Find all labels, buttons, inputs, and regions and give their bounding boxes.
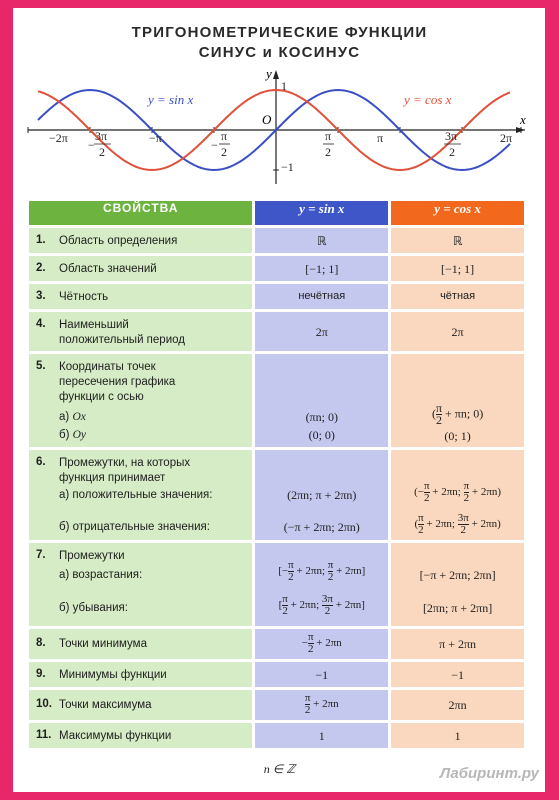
cos-value: 2π bbox=[451, 325, 464, 339]
svg-text:π: π bbox=[221, 129, 228, 143]
table-row bbox=[29, 690, 524, 720]
cos-value-b: ( $\frac{\pi}{2}$ + 2πn; $\frac{3\pi}{2}$ + 2πn) bbox=[414, 512, 501, 536]
row-label: Чётность bbox=[59, 291, 109, 303]
row-label: Точки минимума bbox=[59, 638, 147, 650]
poster-title: ТРИГОНОМЕТРИЧЕСКИЕ ФУНКЦИИ bbox=[131, 24, 428, 41]
poster-subtitle: СИНУС и КОСИНУС bbox=[198, 44, 361, 61]
table-row bbox=[29, 543, 524, 626]
tick-pi: π bbox=[377, 131, 384, 145]
row-label-line1: Координаты точек bbox=[59, 361, 156, 373]
cos-value: −1 bbox=[451, 668, 464, 682]
row-label-line1: Наименьший bbox=[59, 319, 129, 331]
sin-legend-label: y = sin x bbox=[148, 92, 194, 107]
sub-label-a: а) возрастания: bbox=[59, 569, 143, 581]
svg-text:3π: 3π bbox=[445, 129, 458, 143]
cos-value: π + 2πn bbox=[439, 637, 477, 651]
tick-pi2 bbox=[323, 129, 334, 159]
row-number: 2. bbox=[36, 262, 46, 274]
svg-text:−: − bbox=[88, 138, 95, 152]
cos-value: [−1; 1] bbox=[441, 262, 475, 276]
row-number: 6. bbox=[36, 456, 46, 468]
cos-value: чётная bbox=[440, 290, 476, 302]
tick-neg2pi: −2π bbox=[49, 131, 68, 145]
cos-value: 2πn bbox=[448, 698, 467, 712]
row-label: Точки максимума bbox=[59, 699, 152, 711]
watermark-logo: Лабиринт.ру bbox=[439, 765, 539, 782]
table-row bbox=[29, 450, 524, 540]
row-number: 7. bbox=[36, 549, 46, 561]
sin-value: 1 bbox=[318, 729, 325, 743]
row-number: 9. bbox=[36, 668, 46, 680]
sin-value: ℝ bbox=[317, 234, 327, 248]
row-label-line3: функции с осью bbox=[59, 391, 144, 403]
table-row bbox=[29, 662, 524, 687]
row-label: Область определения bbox=[59, 235, 178, 247]
table-row bbox=[29, 312, 524, 351]
row-number: 10. bbox=[36, 698, 52, 710]
properties-table bbox=[26, 198, 527, 751]
sin-value: нечётная bbox=[298, 290, 346, 302]
row-label-line2: положительный период bbox=[59, 334, 185, 346]
sin-value: $\frac{\pi}{2}$ + 2πn bbox=[304, 692, 339, 716]
row-number: 8. bbox=[36, 637, 46, 649]
table-header bbox=[29, 201, 524, 225]
row-number: 5. bbox=[36, 360, 46, 372]
header-properties: СВОЙСТВА bbox=[29, 201, 252, 225]
tick-2pi: 2π bbox=[500, 131, 513, 145]
y-one-label: 1 bbox=[281, 79, 287, 93]
header-sin: y = sin x bbox=[255, 201, 388, 225]
header-cos: y = cos x bbox=[391, 201, 524, 225]
sin-value: 2π bbox=[315, 325, 328, 339]
sub-label-b: б) Oy bbox=[59, 429, 87, 441]
sub-label-a: а) положительные значения: bbox=[59, 489, 213, 501]
cos-value-a: [−π + 2πn; 2πn] bbox=[419, 568, 496, 582]
row-number: 3. bbox=[36, 290, 46, 302]
svg-text:2: 2 bbox=[325, 145, 331, 159]
tick-negpi2 bbox=[211, 129, 230, 159]
table-row bbox=[29, 629, 524, 659]
svg-text:−: − bbox=[211, 138, 218, 152]
svg-text:2: 2 bbox=[221, 145, 227, 159]
cos-legend-label: y = cos x bbox=[404, 92, 452, 107]
origin-label: O bbox=[262, 112, 272, 127]
sin-value-a: [− $\frac{\pi}{2}$ + 2πn; $\frac{\pi}{2}$ + 2πn] bbox=[278, 559, 366, 583]
y-axis-label: y bbox=[266, 66, 272, 81]
sin-value-b: [ $\frac{\pi}{2}$ + 2πn; $\frac{3\pi}{2}$ + 2πn] bbox=[278, 593, 365, 617]
row-number: 4. bbox=[36, 318, 46, 330]
cos-value-b: (0; 1) bbox=[444, 429, 471, 443]
footer-note: n ∈ ℤ bbox=[263, 762, 296, 776]
sin-cos-graph bbox=[0, 62, 559, 192]
row-label-line1: Промежутки, на которых bbox=[59, 457, 191, 469]
sin-value-a: (πn; 0) bbox=[305, 410, 338, 424]
table-row bbox=[29, 256, 524, 281]
y-minus-one-label: −1 bbox=[281, 160, 294, 174]
sin-value: −1 bbox=[315, 668, 329, 682]
row-label: Область значений bbox=[59, 263, 157, 275]
svg-text:π: π bbox=[325, 129, 332, 143]
y-axis-arrow-icon bbox=[273, 70, 279, 79]
sub-label-b: б) отрицательные значения: bbox=[59, 521, 210, 533]
svg-text:2: 2 bbox=[99, 145, 105, 159]
table-row bbox=[29, 354, 524, 447]
row-label-line2: функция принимает bbox=[59, 472, 166, 484]
row-number: 1. bbox=[36, 234, 46, 246]
row-label: Максимумы функции bbox=[59, 730, 172, 742]
table-row bbox=[29, 228, 524, 253]
table-row bbox=[29, 284, 524, 309]
sub-label-b: б) убывания: bbox=[59, 602, 128, 614]
cos-value-a: (− $\frac{\pi}{2}$ + 2πn; $\frac{\pi}{2}$ + 2πn) bbox=[414, 480, 502, 504]
sin-value-a: (2πn; π + 2πn) bbox=[287, 488, 357, 502]
row-label-line1: Промежутки bbox=[59, 550, 125, 562]
x-axis-label: x bbox=[520, 112, 526, 127]
tick-neg3pi2 bbox=[88, 129, 111, 159]
svg-text:3π: 3π bbox=[95, 129, 108, 143]
sin-value: − $\frac{\pi}{2}$ + 2πn bbox=[301, 631, 342, 655]
sin-value: [−1; 1] bbox=[305, 262, 339, 276]
row-label: Минимумы функции bbox=[59, 669, 167, 681]
sin-value-b: (0; 0) bbox=[308, 428, 335, 442]
cos-value-a: ( $\frac{\pi}{2}$ + πn; 0) bbox=[431, 401, 484, 427]
cos-value: ℝ bbox=[452, 234, 463, 248]
cos-value-b: [2πn; π + 2πn] bbox=[422, 601, 493, 615]
svg-text:2: 2 bbox=[449, 145, 455, 159]
sub-label-a: а) Ox bbox=[59, 411, 86, 423]
table-row bbox=[29, 723, 524, 748]
tick-negpi: −π bbox=[149, 131, 162, 145]
cos-value: 1 bbox=[454, 729, 461, 743]
sin-value-b: (−π + 2πn; 2πn) bbox=[283, 520, 360, 534]
row-number: 11. bbox=[36, 729, 52, 741]
row-label-line2: пересечения графика bbox=[59, 376, 176, 388]
